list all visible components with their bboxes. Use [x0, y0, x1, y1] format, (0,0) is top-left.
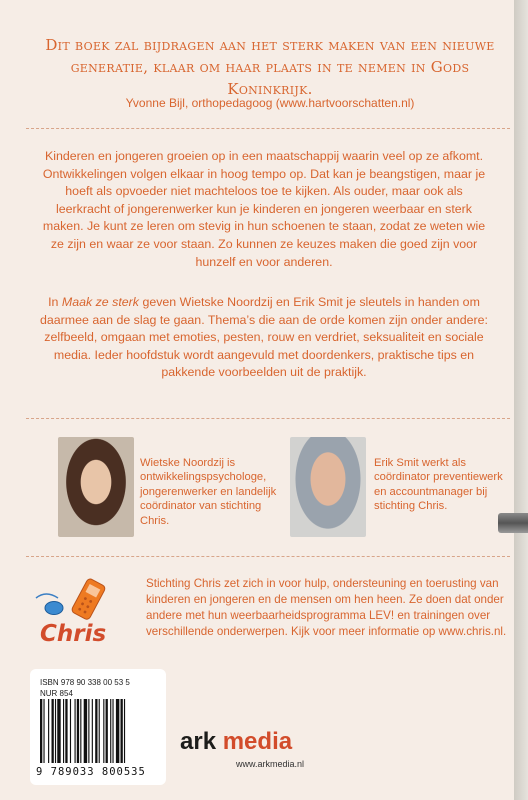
barcode-bars: [39, 699, 157, 765]
author-bio-wietske: Wietske Noordzij is ontwikkelingspsychologe, jongerenwerker en landelijk coördinator van stichting Chris.: [140, 457, 277, 527]
author-photo-wietske: [58, 437, 134, 537]
binder-clip: [498, 513, 528, 533]
author-photo-erik: [290, 437, 366, 537]
mobile-phone-icon: [71, 578, 106, 621]
mouse-icon: [36, 594, 63, 615]
p2-body: geven Wietske Noordzij en Erik Smit je sleutels in handen om daarmee aan de slag te gaan. Thema’s die aan de orde komen zijn onder andere: zelfbeeld, omgaan met emoties, pesten, rouw en verdriet, seksualiteit en sociale media. Ieder hoofdstuk wordt aangevuld met doordenkers, praktische tips en pakkende voorbeelden uit de praktijk.: [40, 295, 488, 380]
intro-paragraph-1: Kinderen en jongeren groeien op in een maatschappij waarin veel op ze afkomt. Ontwikkelingen volgen elkaar in hoog tempo op. Dat kan je beangstigen, maar je hoeft als opvoeder niet machteloos toe te kijken. Als ouder, maar ook als leerkracht of jongerenwerker kun je kinderen en jongeren weerbaar en sterk maken. Je kunt ze leren om stevig in hun schoenen te staan, zodat ze weten wie ze zijn en waar ze voor staan. Zo kunnen ze keuzes maken die goed zijn voor hunzelf en voor anderen.: [42, 149, 486, 269]
p2-lead: In: [48, 295, 62, 309]
intro-paragraph-2: [38, 294, 490, 382]
spine-edge: [514, 0, 528, 800]
author-bio-erik: Erik Smit werkt als coördinator preventiewerk en accountmanager bij stichting Chris.: [374, 457, 503, 513]
divider: [26, 418, 510, 419]
publisher-logo: [180, 728, 292, 756]
publisher-name-media: media: [222, 728, 293, 755]
isbn-text: ISBN 978 90 338 00 53 5: [40, 678, 130, 687]
barcode-number: 9 789033 800535: [36, 766, 146, 778]
nur-text: NUR 854: [40, 689, 73, 698]
endorsement-attribution: Yvonne Bijl, orthopedagoog (www.hartvoorschatten.nl): [125, 96, 415, 110]
endorsement-quote: Dit boek zal bijdragen aan het sterk maken van een nieuwe generatie, klaar om haar plaats in te nemen in Gods Koninkrijk.: [45, 36, 495, 98]
publisher-url: www.arkmedia.nl: [236, 759, 305, 769]
publisher-name-ark: ark: [180, 728, 217, 755]
book-title: Maak ze sterk: [61, 295, 139, 309]
chris-logo-text: Chris: [40, 621, 107, 647]
divider: [26, 556, 510, 557]
chris-description: Stichting Chris zet zich in voor hulp, ondersteuning en toerusting van kinderen en jongeren en de mensen om hen heen. Ze doen dat onder andere met hun weerbaarheidsprogramma LEV! en trainingen over verschillende onderwerpen. Kijk voor meer informatie op www.chris.nl.: [146, 577, 507, 638]
divider: [26, 128, 510, 129]
barcode-label: [30, 669, 166, 785]
